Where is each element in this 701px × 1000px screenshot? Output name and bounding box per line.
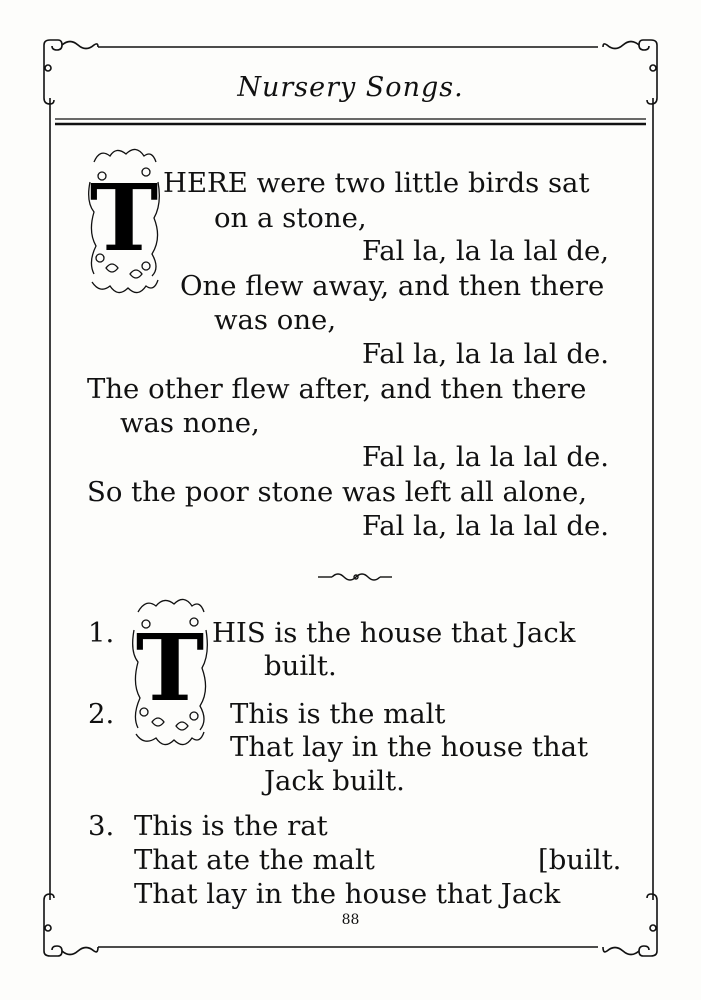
illuminated-drop-cap-1 — [86, 142, 162, 302]
song2-line: [built. — [538, 844, 622, 876]
song1-line: HERE were two little birds sat — [163, 167, 590, 199]
song2-line: That lay in the house that — [230, 731, 589, 763]
song1-line: Fal la, la la lal de, — [362, 235, 610, 267]
song2-line: HIS is the house that Jack — [212, 617, 576, 649]
illuminated-drop-cap-2 — [130, 594, 210, 754]
song2-line: That lay in the house that Jack — [134, 878, 561, 910]
drop-cap-letter: T — [135, 614, 205, 722]
running-head-title: Nursery Songs. — [237, 72, 464, 103]
section-divider-ornament — [318, 574, 392, 580]
song1-line: One flew away, and then there — [180, 270, 605, 302]
song1-line: Fal la, la la lal de. — [362, 338, 610, 370]
verse-number: 2. — [88, 698, 115, 730]
song1-line: Fal la, la la lal de. — [362, 510, 610, 542]
song2-line: That ate the malt — [134, 844, 375, 876]
song2-line: This is the rat — [134, 810, 328, 842]
song1-line: So the poor stone was left all alone, — [87, 476, 587, 508]
song1-line: was one, — [214, 304, 337, 336]
song2-line: built. — [264, 650, 337, 682]
page-number: 88 — [341, 912, 360, 928]
song1-line: was none, — [120, 407, 260, 439]
song2-line: Jack built. — [264, 765, 405, 797]
song1-line: Fal la, la la lal de. — [362, 441, 610, 473]
song1-line: The other flew after, and then there — [87, 373, 587, 405]
song2-line: This is the malt — [230, 698, 446, 730]
verse-number: 3. — [88, 810, 115, 842]
drop-cap-letter: T — [89, 164, 159, 272]
song1-line: on a stone, — [214, 202, 367, 234]
verse-number: 1. — [88, 617, 115, 649]
